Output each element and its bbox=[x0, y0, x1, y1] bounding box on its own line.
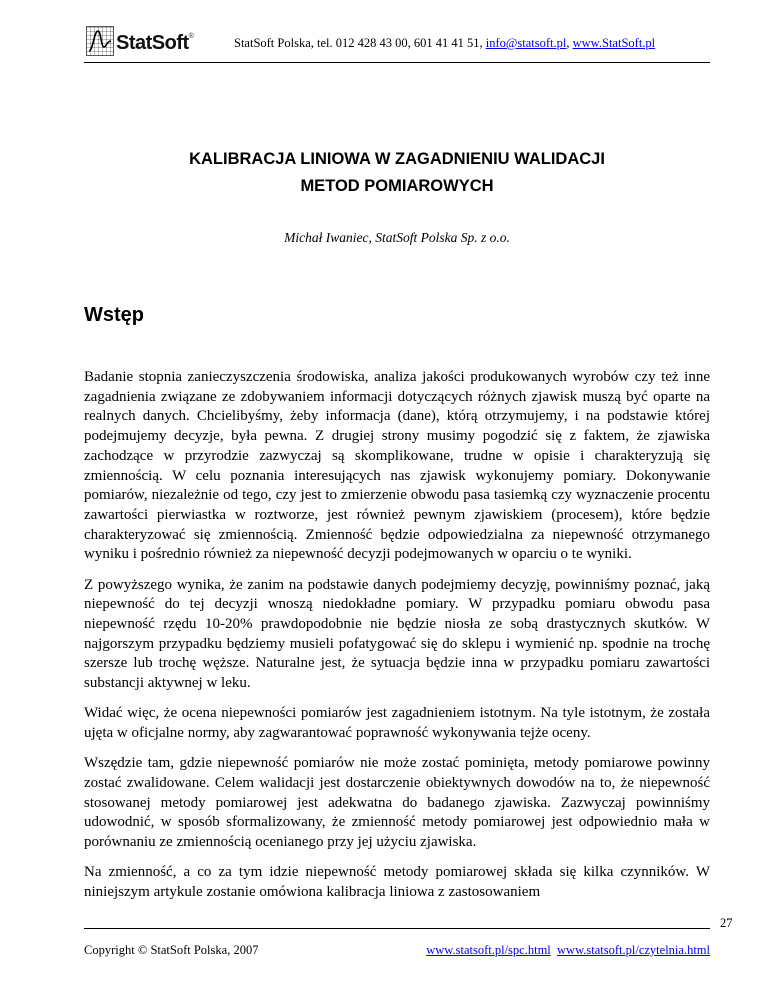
paragraph: Na zmienność, a co za tym idzie niepewność metody pomiarowej składa się kilka czynników. W niniejszym artykule zostanie omówiona kalibracja liniowa z zastosowaniem bbox=[84, 864, 710, 900]
body-text bbox=[84, 368, 710, 913]
logo-chart-icon bbox=[86, 26, 114, 56]
document-title: KALIBRACJA LINIOWA W ZAGADNIENIU WALIDACJI METOD POMIAROWYCH bbox=[189, 150, 605, 195]
paragraph: Wszędzie tam, gdzie niepewność pomiarów nie może zostać pominięta, metody pomiarowe powinny zostać zwalidowane. Celem walidacji jest dostarczenie obiektywnych dowodów na to, że niepewność stosowanej metody pomiarowej jest adekwatna do badanego zjawiska. Zazwyczaj powinniśmy udowodnić, w sposób sformalizowany, że zmienność metody pomiarowej jest odpowiednio mała w porównaniu ze zmiennością ocenianego przy jej użyciu zjawiska. bbox=[84, 755, 710, 850]
czytelnia-link[interactable]: www.statsoft.pl/czytelnia.html bbox=[557, 943, 710, 957]
paragraph: Widać więc, że ocena niepewności pomiarów jest zagadnieniem istotnym. Na tyle istotnym, że została ujęta w oficjalne normy, aby zagwarantować poprawność wykonywania tejże oceny. bbox=[84, 705, 710, 741]
header-contact: StatSoft Polska, tel. 012 428 43 00, 601 41 41 51, info@statsoft.pl, www.StatSoft.pl bbox=[234, 36, 656, 50]
author-line: Michał Iwaniec, StatSoft Polska Sp. z o.o. bbox=[284, 230, 510, 245]
page-footer bbox=[84, 928, 710, 965]
copyright: Copyright © StatSoft Polska, 2007 bbox=[84, 943, 259, 957]
statsoft-logo: StatSoft® bbox=[86, 26, 226, 58]
section-heading: Wstęp bbox=[84, 304, 144, 326]
paragraph: Z powyższego wynika, że zanim na podstawie danych podejmiemy decyzję, powinniśmy poznać, jaką niepewność do tej decyzji wnoszą niedokładne pomiary. W przypadku pomiaru obwodu pasa niepewność rzędu 10-20% prawdopodobnie nie będzie niosła ze sobą drastycznych skutków. W najgorszym przypadku będziemy musieli pofatygować się do sklepu i wymienić np. spodnie na trochę szersze lub trochę węższe. Naturalne jest, że sytuacja będzie inna w przypadku pomiaru zawartości substancji aktywnej w leku. bbox=[84, 576, 710, 692]
page-number: 27 bbox=[720, 916, 733, 930]
paragraph: Badanie stopnia zanieczyszczenia środowiska, analiza jakości produkowanych wyrobów czy też inne zagadnienia związane ze zdobywaniem informacji dotyczących różnych zjawisk muszą być oparte na realnych danych. Chcielibyśmy, żeby informacja (dane), którą otrzymujemy, i na podstawie której podejmujemy decyzje, była pewna. Z drugiej strony musimy pogodzić się z faktem, że zjawiska zachodzące w przyrodzie zazwyczaj są skomplikowane, trudne w opisie i charakteryzują się zmiennością. W celu poznania interesujących nas zjawisk wykonujemy pomiary. Dokonywanie pomiarów, niezależnie od tego, czy jest to zmierzenie obwodu pasa tasiemką czy wyznaczenie procentu zawartości pierwiastka w roztworze, jest również pewnym zjawiskiem (procesem), które będzie charakteryzować się zmiennością. Zmienność będzie odpowiedzialna za niepewność otrzymanego wyniku i pośrednio również za niepewność decyzji podejmowanych w oparciu o te wyniki. bbox=[84, 369, 710, 563]
page-header bbox=[84, 24, 710, 63]
website-link[interactable]: www.StatSoft.pl bbox=[572, 36, 656, 50]
footer-links bbox=[426, 943, 710, 958]
spc-link[interactable]: www.statsoft.pl/spc.html bbox=[426, 943, 551, 957]
email-link[interactable]: info@statsoft.pl bbox=[485, 36, 567, 50]
